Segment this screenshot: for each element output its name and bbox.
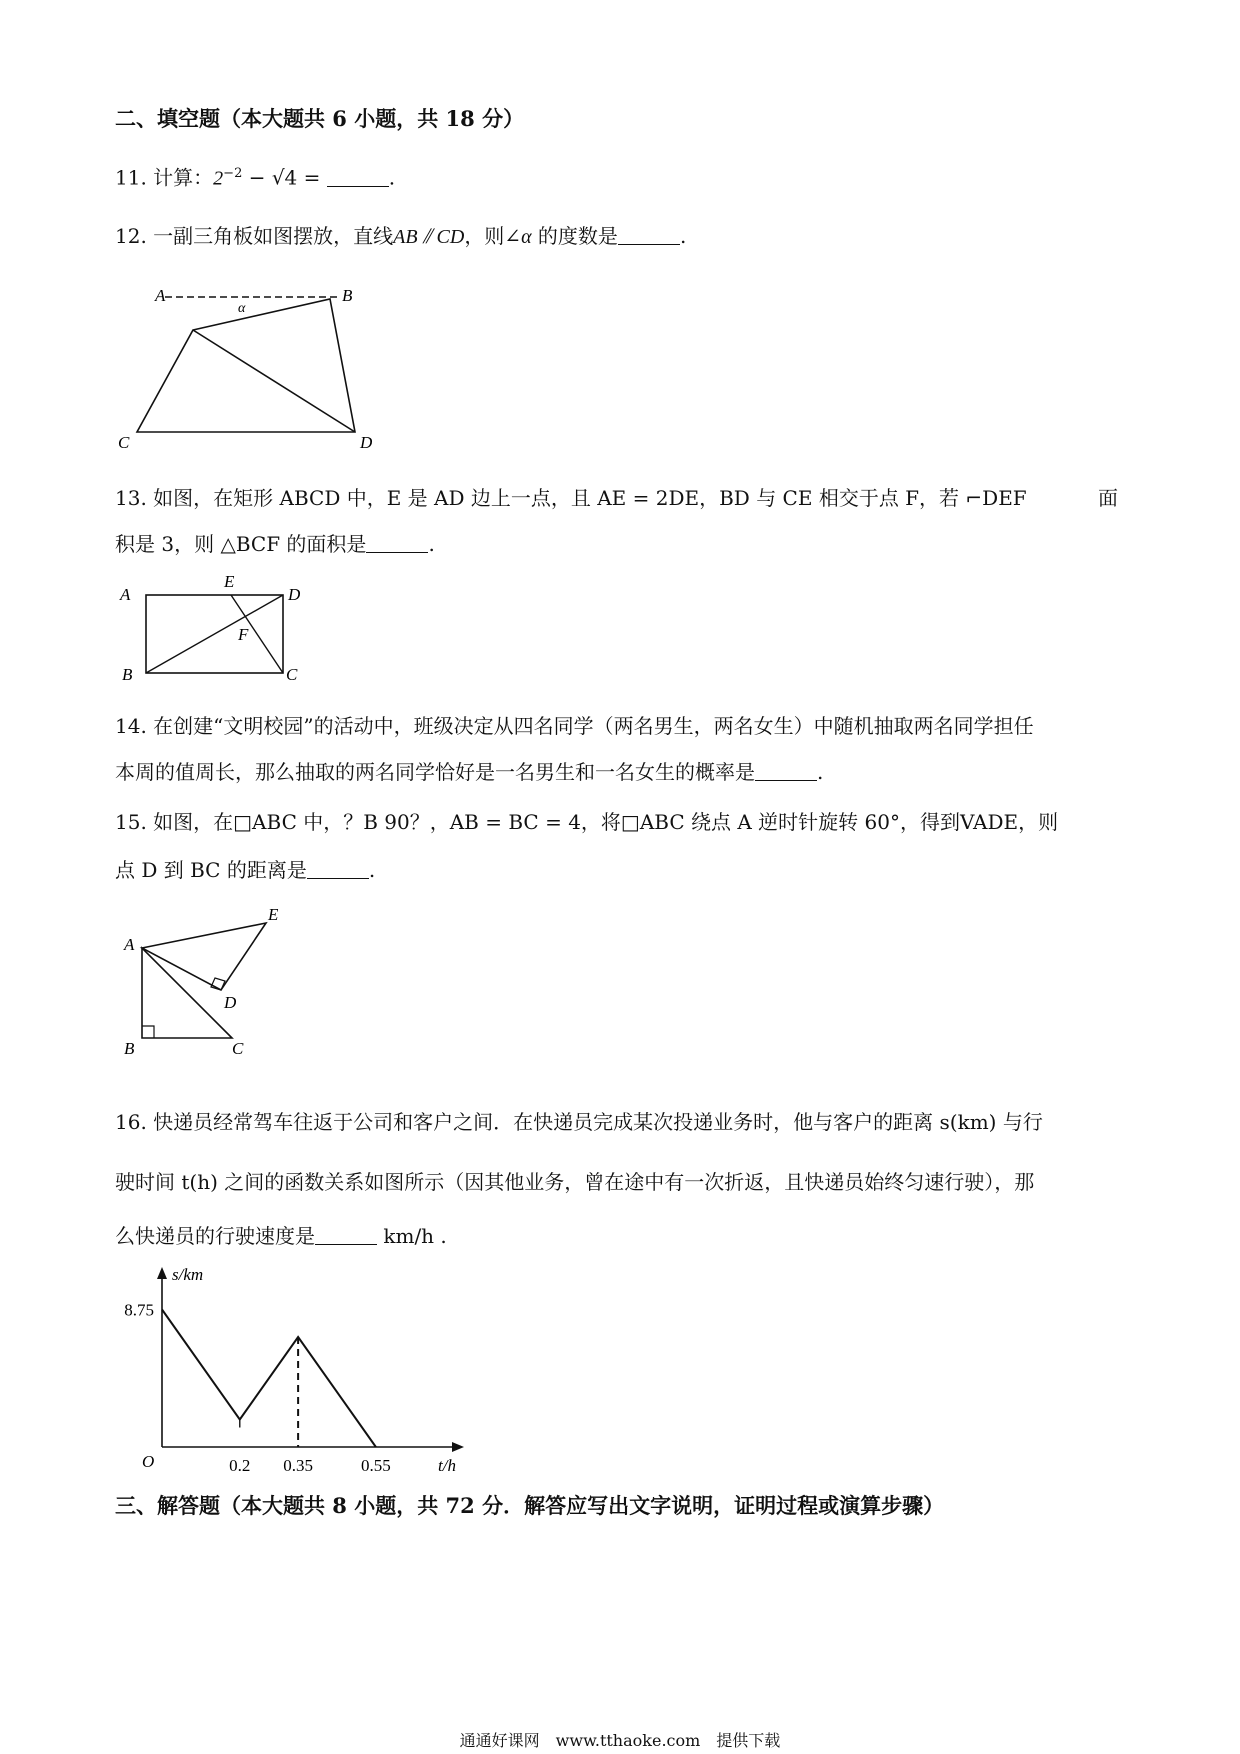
question-13-line-1 — [115, 484, 1027, 512]
question-14-line-1: 14. 在创建“文明校园”的活动中，班级决定从四名同学（两名男生，两名女生）中随机抽取两名同学担任 — [115, 714, 1034, 738]
question-13-line-2 — [115, 530, 435, 558]
q16-unit: km/h . — [377, 1224, 447, 1248]
fig15-label-d: D — [224, 993, 237, 1012]
fig13-label-e: E — [224, 572, 235, 591]
fig12-label-a: A — [155, 286, 166, 305]
origin-label: O — [142, 1452, 155, 1471]
q16-answer-blank — [315, 1224, 377, 1245]
question-15-line-2 — [115, 856, 375, 884]
figure-15-rotation — [110, 898, 290, 1068]
q11-expression: − √4 = — [242, 165, 327, 190]
y-axis-label: s/km — [172, 1265, 204, 1284]
q15-period: . — [368, 858, 376, 882]
chart-marks — [162, 1309, 376, 1447]
q11-base: 2 — [213, 167, 224, 190]
section-heading-answer: 三、解答题（本大题共 8 小题，共 72 分．解答应写出文字说明，证明过程或演算步骤） — [115, 1493, 945, 1518]
question-14-line-2 — [115, 758, 823, 786]
chart-labels — [124, 1265, 456, 1472]
question-16-line-3 — [115, 1222, 447, 1250]
fig13-label-b: B — [122, 665, 133, 684]
fig15-label-e: E — [268, 905, 279, 924]
x-axis-arrow — [452, 1442, 464, 1452]
q13-text-1: 13. 如图，在矩形 ABCD 中，E 是 AD 边上一点，且 AE = 2DE，BD 与 CE 相交于点 F，若 ⌐DEF — [115, 486, 1027, 510]
x-axis-label: t/h — [438, 1456, 456, 1472]
q12-mid: ，则∠ — [464, 224, 522, 248]
q12-period: . — [679, 224, 687, 248]
q11-prefix: 11. 计算： — [115, 165, 214, 190]
section-heading-fill-blank: 二、填空题（本大题共 6 小题，共 18 分） — [115, 106, 525, 131]
q11-answer-blank — [327, 166, 389, 187]
fig15-label-b: B — [124, 1039, 135, 1058]
q12-answer-blank — [618, 224, 680, 245]
q12-parallel-lines: AB ⫽ CD — [393, 226, 465, 248]
fig13-label-c: C — [286, 665, 298, 684]
q14-period: . — [817, 760, 824, 784]
question-15-line-1: 15. 如图，在□ABC 中，？B 90？，AB = BC = 4，将□ABC 绕点 A 逆时针旋转 60°，得到VADE，则 — [115, 810, 1059, 834]
fig12-label-b: B — [342, 286, 353, 305]
q11-exponent: −2 — [223, 166, 243, 181]
question-16-line-2: 驶时间 t(h) 之间的函数关系如图所示（因其他业务，曾在途中有一次折返，且快递员始终匀速行驶），那 — [115, 1170, 1035, 1194]
fig15-label-a: A — [124, 935, 135, 954]
figure-13-rectangle — [110, 565, 320, 685]
fig15-label-c: C — [232, 1039, 244, 1058]
q15-answer-blank — [307, 858, 369, 879]
q15-text-2: 点 D 到 BC 的距离是 — [115, 858, 307, 882]
question-16-line-1: 16. 快递员经常驾车往返于公司和客户之间．在快递员完成某次投递业务时，他与客户的距离 s(km) 与行 — [115, 1110, 1043, 1134]
q14-text-2: 本周的值周长，那么抽取的两名同学恰好是一名男生和一名女生的概率是 — [115, 760, 755, 784]
figure-12-triangles — [110, 280, 390, 455]
q16-text-3: 么快递员的行驶速度是 — [115, 1224, 315, 1248]
question-12 — [115, 222, 686, 251]
page-footer: 通通好课网 www.tthaoke.com 提供下载 — [459, 1731, 781, 1750]
q13-text-2: 积是 3，则 △BCF 的面积是 — [115, 532, 367, 556]
question-13-line-1-end: 面 — [1098, 486, 1118, 510]
y-axis-arrow — [157, 1267, 167, 1279]
fig12-label-d: D — [360, 433, 373, 452]
figure-16-distance-time-chart — [110, 1262, 470, 1472]
fig12-label-c: C — [118, 433, 130, 452]
q12-prefix: 12. 一副三角板如图摆放，直线 — [115, 224, 394, 248]
fig13-label-f: F — [238, 625, 249, 644]
fig12-label-alpha: α — [238, 301, 246, 316]
q11-period: . — [388, 165, 396, 190]
q12-alpha: α — [521, 226, 532, 248]
q13-period: . — [428, 532, 435, 556]
x-tick-label-0.55: 0.55 — [361, 1456, 391, 1472]
question-11 — [115, 160, 395, 193]
fig13-label-a: A — [120, 585, 131, 604]
chart-axes — [157, 1267, 464, 1452]
q13-answer-blank — [366, 532, 428, 553]
q14-answer-blank — [755, 760, 817, 781]
x-tick-label-0.35: 0.35 — [283, 1456, 313, 1472]
series-line — [162, 1310, 376, 1448]
y-tick-label-8.75: 8.75 — [124, 1300, 154, 1320]
x-tick-label-0.2: 0.2 — [229, 1456, 251, 1472]
fig13-label-d: D — [288, 585, 301, 604]
q12-suffix: 的度数是 — [531, 224, 618, 248]
